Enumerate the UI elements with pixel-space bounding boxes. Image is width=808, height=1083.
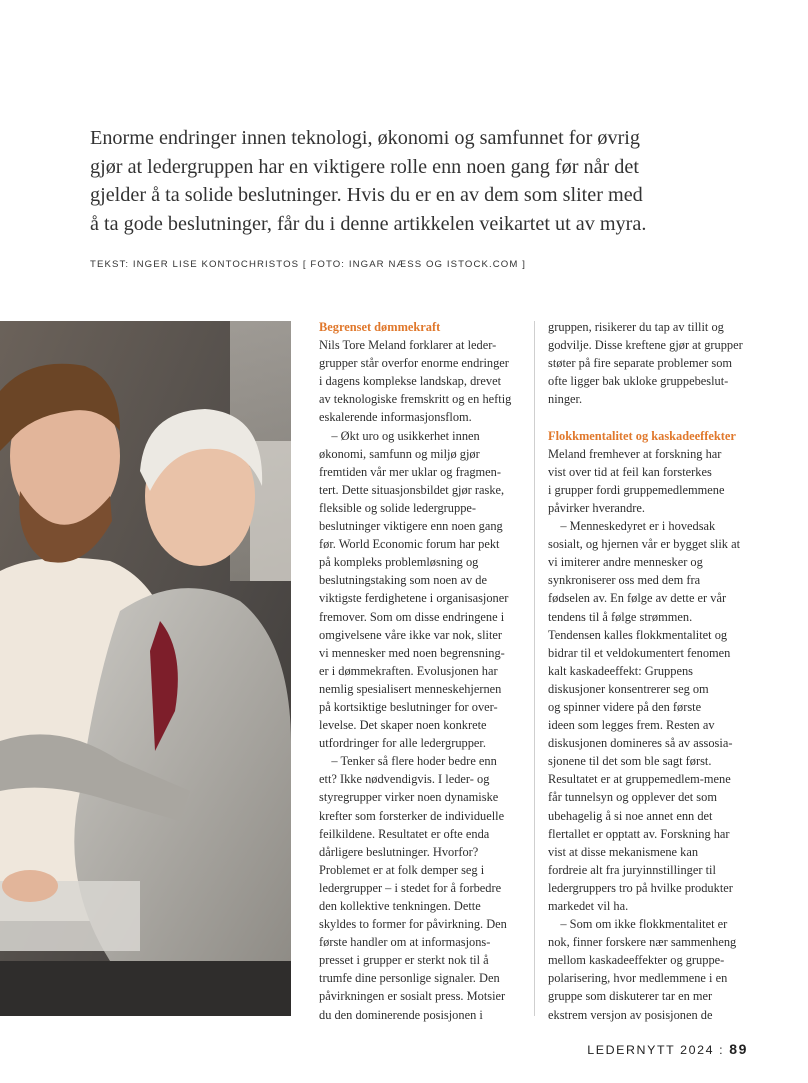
body-text-line: – Som om ikke flokkmentalitet er: [548, 917, 728, 932]
article-photo: [0, 321, 291, 1016]
body-text-line: presset i grupper er sterkt nok til å: [319, 953, 489, 968]
body-text-line: flertallet er opptatt av. Forskning har: [548, 826, 730, 841]
section-heading: Begrenset dømmekraft: [319, 320, 441, 334]
body-text-line: før. World Economic forum har pekt: [319, 537, 500, 552]
body-text-line: kalt kaskadeeffekt: Gruppens: [548, 663, 693, 678]
body-text-line: levelse. Det skaper noen konkrete: [319, 718, 487, 733]
body-text-line: første handler om at informasjons-: [319, 935, 491, 950]
body-text-line: gruppen, risikerer du tap av tillit og: [548, 320, 724, 334]
body-text-line: den kollektive tenkningen. Dette: [319, 899, 481, 913]
body-text-line: ledergrupper – i stedet for å forbedre: [319, 880, 502, 895]
body-text-line: fremtiden vår mer uklar og fragmen-: [319, 464, 501, 479]
body-text-line: Tendensen kalles flokkmentalitet og: [548, 627, 728, 642]
body-text-line: diskusjoner konsentrerer seg om: [548, 681, 709, 696]
ingress-line: å ta gode beslutninger, får du i denne artikkelen veikartet ut av myra.: [90, 212, 647, 235]
body-text-line: styregrupper virker noen dynamiske: [319, 790, 499, 805]
body-text-line: polarisering, hvor medlemmene i en: [548, 971, 728, 986]
page-footer: [587, 1041, 748, 1057]
body-text-line: på kortsiktige beslutninger for over-: [319, 699, 498, 714]
body-text-line: – Menneskedyret er i hovedsak: [548, 519, 716, 534]
body-text-line: på kompleks problemløsning og: [319, 555, 479, 570]
body-text-line: bidrar til et veldokumentert fenomen: [548, 645, 731, 660]
body-text-line: sosialt, og hjernen vår er bygget slik at: [548, 537, 741, 552]
body-text-line: støter på fire separate problemer som: [548, 356, 733, 371]
article-column-left: [319, 318, 523, 1024]
body-text-line: påvirkningen er sosialt press. Motsier: [319, 989, 506, 1004]
body-text-line: gruppe som diskuterer tar en mer: [548, 989, 713, 1004]
body-text-line: økonomi, samfunn og miljø gjør: [319, 446, 480, 461]
body-text-line: eskalerende informasjonsflom.: [319, 410, 472, 425]
magazine-name: LEDERNYTT 2024 :: [587, 1043, 725, 1057]
body-text-line: – Økt uro og usikkerhet innen: [319, 428, 480, 443]
body-text-line: ninger.: [548, 392, 583, 407]
body-text-line: Resultatet er at gruppemedlem-mene: [548, 772, 731, 787]
byline-credits: TEKST: INGER LISE KONTOCHRISTOS [ FOTO: INGAR NÆSS OG ISTOCK.COM ]: [90, 259, 526, 270]
article-column-right: [548, 318, 752, 1024]
body-text-line: vi mennesker med noen begrensning-: [319, 645, 505, 660]
body-text-line: sjonene til det som ble sagt først.: [548, 754, 712, 769]
body-text-line: skyldes to former for påvirkning. Den: [319, 917, 507, 932]
body-text-line: fordreie alt fra juryinnstillinger til: [548, 862, 716, 877]
body-text-line: nemlig spesialisert menneskehjernen: [319, 681, 502, 696]
body-text-line: tendens til å følge strømmen.: [548, 609, 693, 624]
body-text-line: godvilje. Disse kreftene gjør at grupper: [548, 338, 743, 353]
body-text-line: ofte ligger bak ukloke gruppebeslut-: [548, 374, 729, 389]
ingress-line: gjelder å ta solide beslutninger. Hvis du er en av dem som sliter med: [90, 184, 643, 207]
body-text-line: beslutningstaking som noen av de: [319, 573, 487, 588]
body-text-line: nok, finner forskere nær sammenheng: [548, 935, 737, 950]
body-text-line: utfordringer for alle ledergrupper.: [319, 736, 486, 751]
body-text-line: markedet vil ha.: [548, 899, 629, 913]
body-text-line: – Tenker så flere hoder bedre enn: [319, 754, 497, 769]
column-divider: [534, 321, 535, 1016]
body-text-line: får tunnelsyn og opplever det som: [548, 790, 717, 805]
body-text-line: fødselen av. En følge av dette er vår: [548, 591, 727, 606]
ingress: [90, 124, 690, 238]
body-text-line: Problemet er at folk demper seg i: [319, 862, 485, 877]
body-text-line: i grupper fordi gruppemedlemmene: [548, 482, 725, 497]
body-text-line: grupper står overfor enorme endringer: [319, 356, 509, 371]
body-text-line: du den dominerende posisjonen i: [319, 1007, 483, 1022]
ingress-line: gjør at ledergruppen har en viktigere rolle enn noen gang før når det: [90, 155, 639, 178]
body-text-line: vi imiterer andre mennesker og: [548, 555, 703, 570]
body-text-line: i dagens komplekse landskap, drevet: [319, 374, 502, 389]
body-text-line: ideen som legges frem. Resten av: [548, 718, 715, 733]
section-heading: Flokkmentalitet og kaskadeeffekter: [548, 428, 736, 443]
body-text-line: påvirker hverandre.: [548, 500, 646, 515]
body-text-line: ledergruppers tro på hvilke produkter: [548, 880, 733, 895]
body-text-line: ett? Ikke nødvendigvis. I leder- og: [319, 772, 490, 787]
body-text-line: av teknologiske fremskritt og en heftig: [319, 392, 512, 407]
body-text-line: Meland fremhever at forskning har: [548, 446, 722, 461]
page-number: 89: [729, 1041, 748, 1057]
body-text-line: mellom kaskadeeffekter og gruppe-: [548, 953, 725, 968]
body-text-line: diskusjonen domineres så av assosia-: [548, 736, 733, 751]
body-text-line: og spinner videre på den første: [548, 699, 702, 714]
body-text-line: trumfe dine personlige signaler. Den: [319, 971, 500, 986]
body-text-line: fremover. Som om disse endringene i: [319, 609, 505, 624]
body-text-line: tert. Dette situasjonsbildet gjør raske,: [319, 482, 505, 497]
body-text-line: vist over tid at feil kan forsterkes: [548, 464, 712, 479]
body-text-line: Nils Tore Meland forklarer at leder-: [319, 338, 497, 353]
body-text-line: krefter som forsterker de individuelle: [319, 808, 505, 823]
ingress-line: Enorme endringer innen teknologi, økonomi og samfunnet for øvrig: [90, 127, 640, 149]
body-text-line: ubehagelig å si noe annet enn det: [548, 808, 713, 823]
body-text-line: synkroniserer oss med dem fra: [548, 573, 701, 588]
paragraph-gap: [548, 408, 752, 426]
photo-two-colleagues-laughing-at-laptop-icon: [0, 321, 291, 1016]
body-text-line: dårligere beslutninger. Hvorfor?: [319, 844, 479, 859]
body-text-line: ekstrem versjon av posisjonen de: [548, 1007, 713, 1022]
body-text-line: omgivelsene våre ikke var nok, sliter: [319, 627, 503, 642]
body-text-line: vist at disse mekanismene kan: [548, 844, 699, 859]
body-text-line: feilkildene. Resultatet er ofte enda: [319, 826, 490, 841]
body-text-line: viktigste ferdighetene i organisasjoner: [319, 591, 509, 606]
body-text-line: fleksible og solide ledergruppe-: [319, 500, 477, 515]
body-text-line: beslutninger viktigere enn noen gang: [319, 519, 503, 534]
body-text-line: er i dømmekraften. Evolusjonen har: [319, 663, 498, 678]
